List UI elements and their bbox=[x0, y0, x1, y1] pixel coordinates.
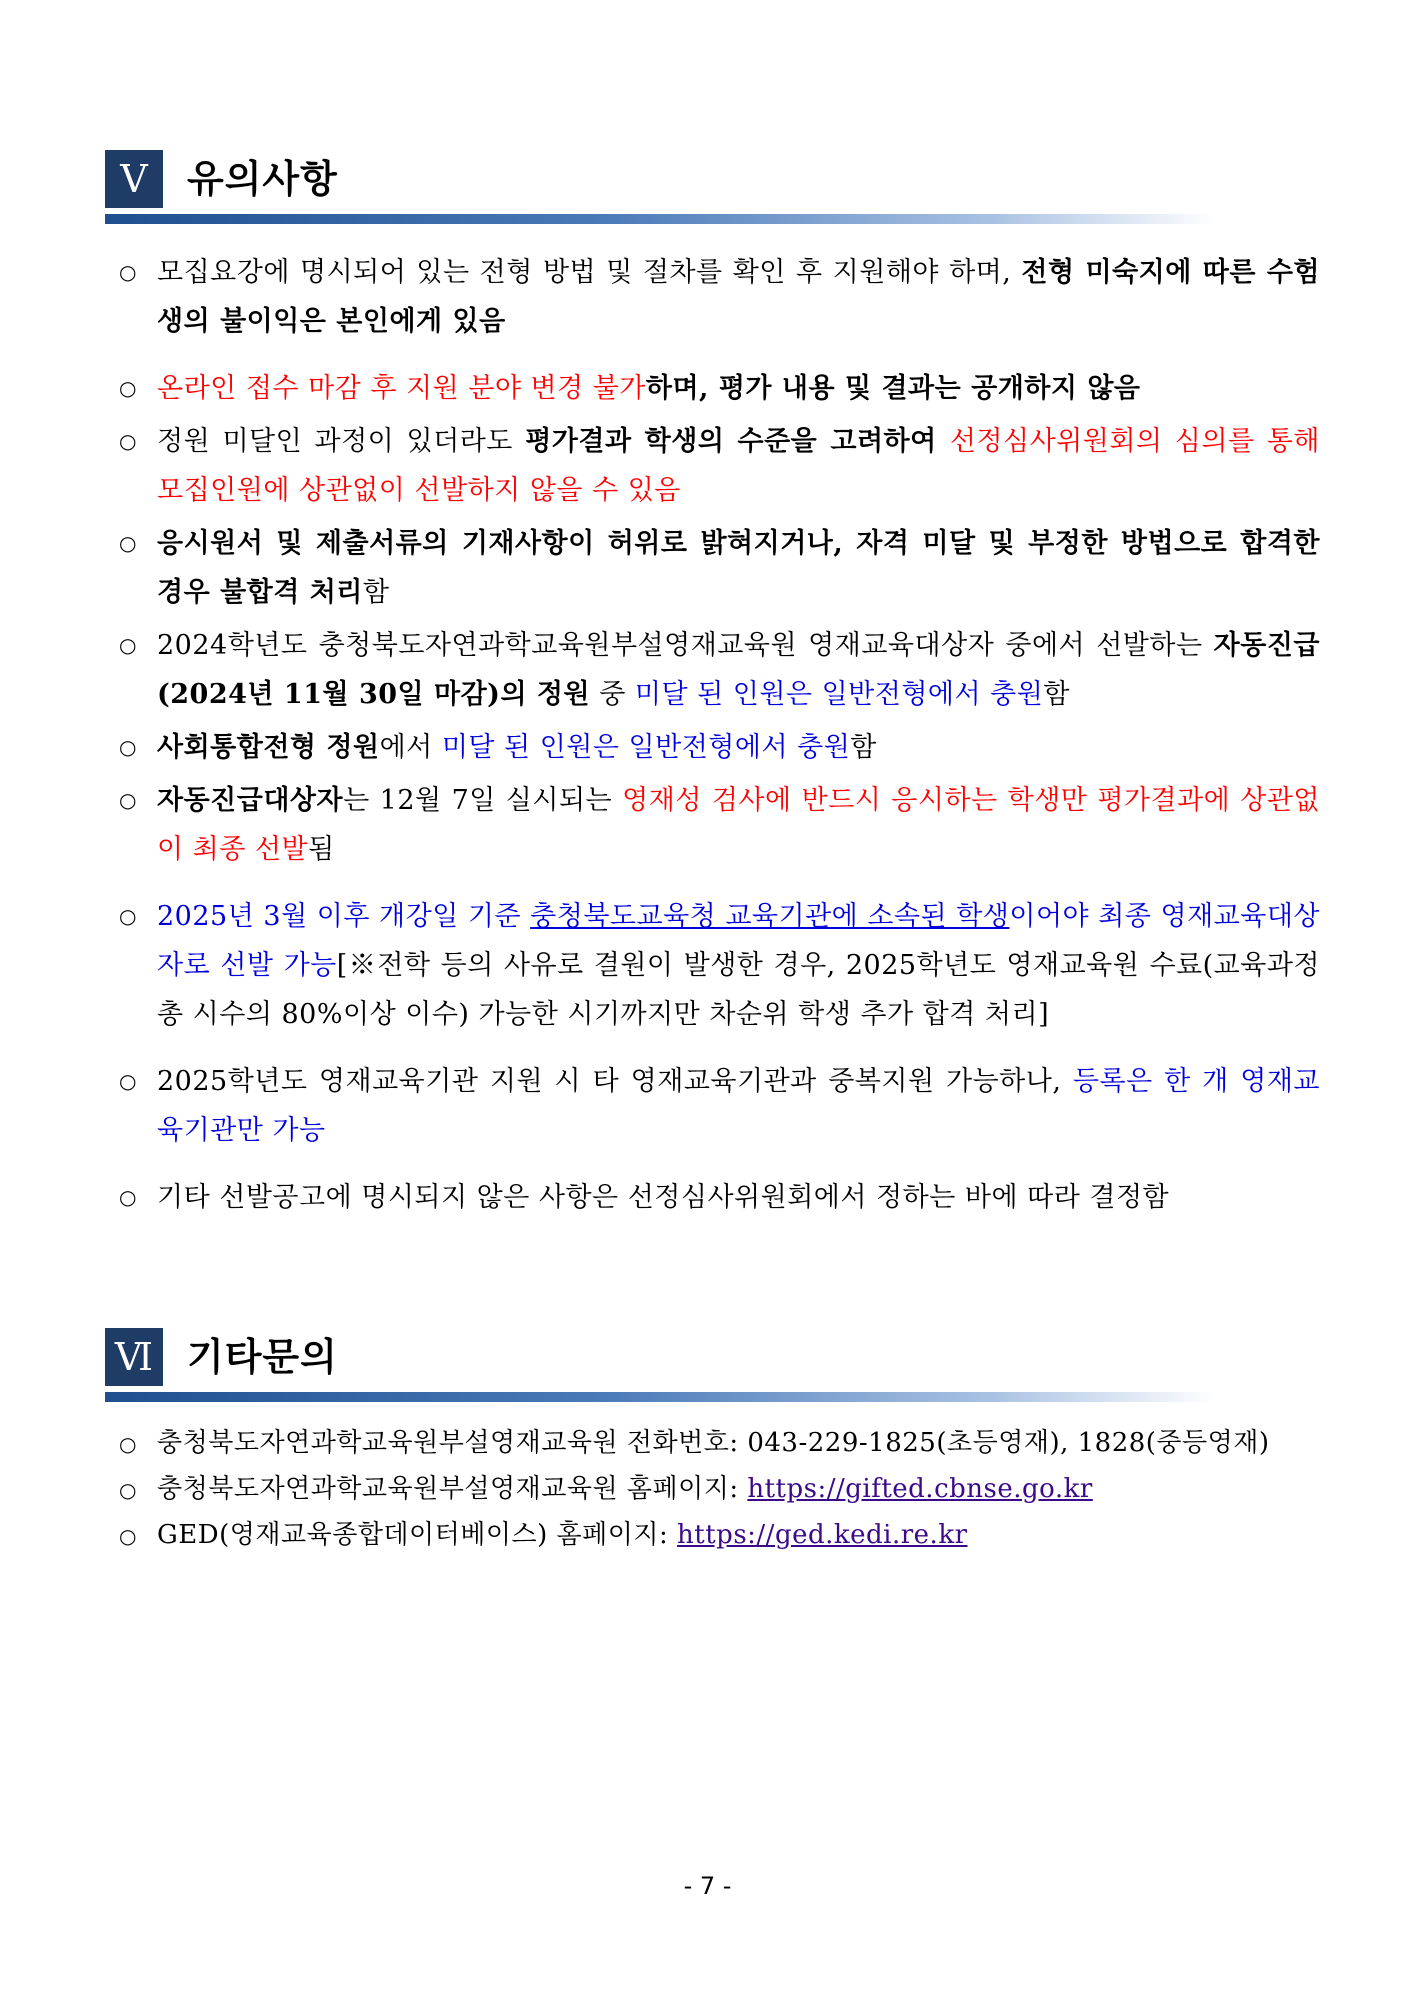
contact-list bbox=[105, 1420, 1320, 1558]
bullet-icon: ○ bbox=[119, 531, 137, 555]
section-title: 유의사항 bbox=[187, 157, 338, 201]
item-text-bold: 평가결과 학생의 수준을 고려하여 bbox=[525, 426, 950, 457]
bullet-icon: ○ bbox=[119, 1185, 137, 1209]
list-item bbox=[105, 1173, 1320, 1222]
item-text-bold: 응시원서 및 제출서류의 기재사항이 허위로 밝혀지거나, 자격 미달 및 부정한 방법으로 합격한 경우 불합격 처리 bbox=[157, 528, 1320, 608]
cautions-list bbox=[105, 248, 1320, 1234]
section-header bbox=[105, 150, 1320, 212]
contact-phone bbox=[105, 1420, 1320, 1466]
section-numeral: Ⅵ bbox=[105, 1328, 163, 1386]
list-item bbox=[105, 723, 1320, 772]
section-divider bbox=[105, 1392, 1215, 1402]
list-item bbox=[105, 417, 1320, 515]
list-item bbox=[105, 1057, 1320, 1155]
section-header bbox=[105, 1328, 1320, 1390]
item-text-blue-underline: 충청북도교육청 교육기관에 소속된 학생 bbox=[530, 901, 1010, 932]
contact-phone-text: 충청북도자연과학교육원부설영재교육원 전화번호: 043-229-1825(초등영재), 1828(중등영재) bbox=[157, 1428, 1270, 1458]
item-text-bold: 전형 미숙지에 따른 수험생의 불이익은 본인에게 있음 bbox=[157, 257, 1320, 337]
bullet-icon: ○ bbox=[119, 1069, 137, 1093]
item-text: 는 12월 7일 실시되는 bbox=[343, 785, 623, 816]
item-text: 2024학년도 충청북도자연과학교육원부설영재교육원 영재교육대상자 중에서 선발하는 bbox=[157, 630, 1214, 661]
gifted-homepage-link[interactable]: https://gifted.cbnse.go.kr bbox=[747, 1474, 1093, 1504]
item-text: 기타 선발공고에 명시되지 않은 사항은 선정심사위원회에서 정하는 바에 따라 결정함 bbox=[157, 1182, 1170, 1213]
item-text-red: 온라인 접수 마감 후 지원 분야 변경 불가 bbox=[157, 373, 646, 404]
list-item bbox=[105, 364, 1320, 413]
contact-homepage-label: 충청북도자연과학교육원부설영재교육원 홈페이지: bbox=[157, 1474, 748, 1504]
bullet-icon: ○ bbox=[119, 1432, 137, 1456]
list-item bbox=[105, 248, 1320, 346]
item-text: 함 bbox=[850, 732, 877, 763]
contact-ged-label: GED(영재교육종합데이터베이스) 홈페이지: bbox=[157, 1520, 678, 1550]
item-text-blue: 미달 된 인원은 일반전형에서 충원 bbox=[441, 732, 851, 763]
item-text: 모집요강에 명시되어 있는 전형 방법 및 절차를 확인 후 지원해야 하며, bbox=[157, 257, 1022, 288]
item-text-bold: 하며, 평가 내용 및 결과는 공개하지 않음 bbox=[645, 373, 1141, 404]
item-text-red: 영재성 검사에 반드시 응시하는 학생만 평가결과에 상관없이 최종 선발 bbox=[157, 785, 1320, 865]
section-inquiries bbox=[105, 1328, 1320, 1550]
item-text: 됨 bbox=[308, 834, 335, 865]
list-item bbox=[105, 621, 1320, 719]
item-text-red: 선정심사위원회의 심의를 통해 모집인원에 상관없이 선발하지 않을 수 있음 bbox=[157, 426, 1320, 506]
item-text-bold: 자동진급대상자 bbox=[157, 785, 344, 816]
item-text-blue: 이어야 최종 영재교육대상자로 선발 가능 bbox=[157, 901, 1320, 981]
item-text: 중 bbox=[590, 679, 635, 710]
contact-homepage bbox=[105, 1466, 1320, 1512]
item-text: 함 bbox=[362, 577, 390, 608]
section-numeral: V bbox=[105, 150, 163, 208]
list-item bbox=[105, 776, 1320, 874]
list-item bbox=[105, 892, 1320, 1039]
item-text: 2025학년도 영재교육기관 지원 시 타 영재교육기관과 중복지원 가능하나, bbox=[157, 1066, 1073, 1097]
list-item bbox=[105, 519, 1320, 617]
section-divider bbox=[105, 214, 1215, 224]
item-text-blue: 2025년 3월 이후 개강일 기준 bbox=[157, 901, 531, 932]
bullet-icon: ○ bbox=[119, 260, 137, 284]
bullet-icon: ○ bbox=[119, 633, 137, 657]
bullet-icon: ○ bbox=[119, 376, 137, 400]
item-text: 정원 미달인 과정이 있더라도 bbox=[157, 426, 526, 457]
bullet-icon: ○ bbox=[119, 904, 137, 928]
bullet-icon: ○ bbox=[119, 1478, 137, 1502]
bullet-icon: ○ bbox=[119, 1524, 137, 1548]
item-text-blue: 등록은 한 개 영재교육기관만 가능 bbox=[157, 1066, 1320, 1146]
section-cautions bbox=[105, 150, 1320, 1213]
contact-ged bbox=[105, 1512, 1320, 1558]
bullet-icon: ○ bbox=[119, 429, 137, 453]
section-title: 기타문의 bbox=[187, 1335, 338, 1379]
item-text-bold: 사회통합전형 정원 bbox=[157, 732, 380, 763]
bullet-icon: ○ bbox=[119, 788, 137, 812]
item-text-bold: 자동진급(2024년 11월 30일 마감)의 정원 bbox=[157, 630, 1320, 710]
item-text: [※전학 등의 사유로 결원이 발생한 경우, 2025학년도 영재교육원 수료(교육과정 총 시수의 80%이상 이수) 가능한 시기까지만 차순위 학생 추가 합격 처리] bbox=[157, 950, 1320, 1030]
item-text-blue: 미달 된 인원은 일반전형에서 충원 bbox=[634, 679, 1044, 710]
bullet-icon: ○ bbox=[119, 735, 137, 759]
ged-homepage-link[interactable]: https://ged.kedi.re.kr bbox=[677, 1520, 968, 1550]
page-number: - 7 - bbox=[683, 1872, 732, 1900]
item-text: 함 bbox=[1043, 679, 1070, 710]
item-text: 에서 bbox=[379, 732, 442, 763]
